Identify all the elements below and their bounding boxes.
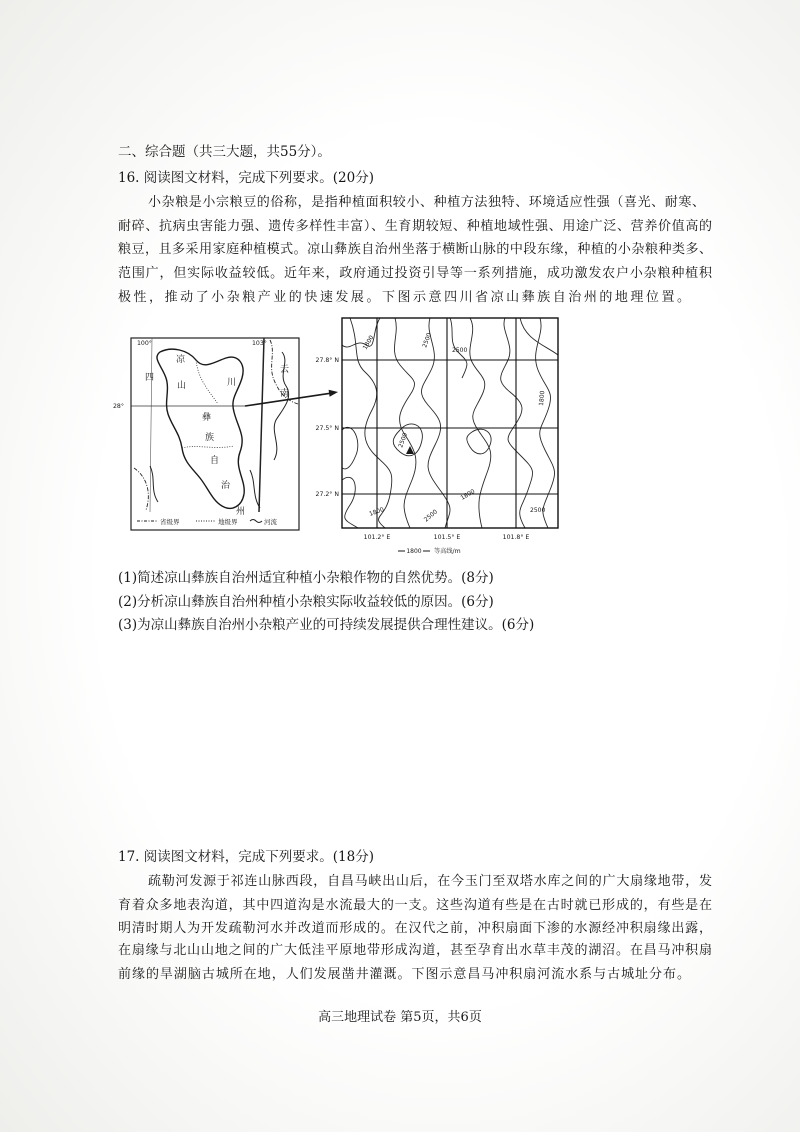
contour-label: 2500	[397, 431, 410, 449]
liangshan-boundary	[157, 349, 244, 508]
peak-marker-icon	[406, 446, 414, 454]
right-map	[316, 318, 558, 555]
contour-line	[342, 318, 380, 347]
place-label-liangshan: 凉	[176, 355, 186, 365]
locator-arrow-head	[329, 390, 338, 397]
locator-arrow	[245, 390, 338, 406]
legend-province-label: 省级界	[160, 518, 180, 526]
contour-line	[520, 318, 558, 355]
place-label-yunnan: 南	[280, 389, 290, 399]
section-title: 二、综合题（共三大题，共55分）。	[118, 144, 331, 160]
lat-label: 27.5° N	[315, 425, 339, 432]
contour-line	[470, 318, 491, 528]
prefecture-boundary	[196, 360, 218, 404]
contour-line	[467, 429, 491, 454]
contour-line	[342, 427, 358, 469]
prefecture-boundary	[182, 446, 234, 448]
legend-contour-label: 等高线/m	[434, 548, 461, 555]
q17-heading: 17. 阅读图文材料，完成下列要求。(18分)	[118, 849, 374, 865]
contour-label: 2500	[422, 508, 439, 524]
place-label-yunnan: 云	[280, 365, 290, 375]
place-label-sichuan: 四	[145, 373, 155, 383]
q17-paragraph-line: 疏勒河发源于祁连山脉西段，自昌马峡出山后，在今玉门至双塔水库之间的广大扇缘地带，发	[148, 874, 712, 889]
q16-paragraph-line: 极性，推动了小杂粮产业的快速发展。下图示意四川省凉山彝族自治州的地理位置。	[118, 290, 690, 305]
lon-label: 101.8° E	[502, 534, 530, 541]
river-line	[250, 470, 260, 508]
left-map-frame	[131, 338, 299, 530]
q16-paragraph-line: 耐碎、抗病虫害能力强、遗传多样性丰富）、生育期较短、种植地域性强、用途广泛、营养价值高的	[118, 219, 712, 234]
q17-paragraph-line: 在扇缘与北山山地之间的广大低洼平原地带形成沟道，甚至孕育出水草丰茂的湖沼。在昌马冲积扇	[118, 943, 712, 958]
place-label-liangshan: 族	[205, 433, 215, 443]
lat-label-28: 28°	[113, 403, 124, 410]
legend-river-label: 河流	[264, 518, 277, 526]
place-label-liangshan: 治	[221, 481, 231, 491]
lon-label-103: 103°	[252, 340, 267, 347]
q17-paragraph-line: 明清时期人为开发疏勒河水并改道而形成的。在汉代之前，冲积扇面下渗的水源经冲积扇缘出露，	[118, 921, 712, 936]
contour-line	[536, 318, 555, 528]
left-map	[113, 338, 299, 530]
lon-label-100: 100°	[137, 340, 152, 347]
q17-paragraph-line: 前缘的旱湖脑古城所在地，人们发展凿井灌溉。下图示意昌马冲积扇河流水系与古城址分布。	[118, 967, 690, 982]
lat-label: 27.2° N	[315, 491, 339, 498]
q16-heading: 16. 阅读图文材料，完成下列要求。(20分)	[118, 170, 374, 186]
river-line	[150, 466, 158, 502]
meridian-103-line	[259, 338, 264, 512]
contour-line	[501, 318, 533, 528]
contour-label: 1800	[368, 506, 386, 518]
q16-question-2: (2)分析凉山彝族自治州种植小杂粮实际收益较低的原因。(6分)	[118, 594, 494, 610]
q16-paragraph-line: 小杂粮是小宗粮豆的俗称，是指种植面积较小、种植方法独特、环境适应性强（喜光、耐寒、	[148, 195, 705, 210]
contour-line	[421, 318, 450, 528]
liangshan-location-figure	[100, 310, 580, 566]
q16-paragraph-line: 范围广，但实际收益较低。近年来，政府通过投资引导等一系列措施，成功激发农户小杂粮种植积	[118, 266, 712, 281]
q16-question-1: (1)简述凉山彝族自治州适宜种植小杂粮作物的自然优势。(8分)	[118, 570, 494, 586]
q16-paragraph-line: 粮豆，且多采用家庭种植模式。凉山彝族自治州坐落于横断山脉的中段东缘，种植的小杂粮种类多、	[118, 242, 712, 257]
place-label-liangshan: 彝	[202, 413, 212, 423]
contour-line	[342, 477, 358, 528]
contour-label: 1800	[459, 488, 477, 502]
place-label-liangshan: 州	[236, 507, 246, 517]
meridian-100-line	[150, 338, 152, 512]
lat-label: 27.8° N	[315, 357, 339, 364]
page-footer: 高三地理试卷 第5页，共6页	[318, 1010, 482, 1025]
lon-label: 101.2° E	[363, 534, 391, 541]
legend-prefecture-label: 地级界	[218, 518, 238, 526]
q17-paragraph-line: 育着众多地表沟道，其中四道沟是水流最大的一支。这些沟道有些是在古时就已形成的，有些是在	[118, 898, 712, 913]
legend-contour-value: 1800	[406, 548, 422, 555]
contour-label: 2500	[452, 347, 468, 354]
contour-label: 1800	[361, 334, 376, 351]
contour-line	[394, 318, 416, 528]
contour-label: 1800	[538, 390, 547, 407]
province-boundary	[134, 468, 148, 510]
place-label-liangshan: 山	[177, 381, 187, 391]
q16-question-3: (3)为凉山彝族自治州小杂粮产业的可持续发展提供合理性建议。(6分)	[118, 617, 535, 633]
legend-river-symbol	[250, 520, 262, 523]
lon-label: 101.5° E	[433, 534, 461, 541]
contour-label: 2500	[421, 331, 434, 349]
place-label-sichuan: 川	[227, 378, 237, 388]
contour-label: 2500	[530, 507, 546, 514]
contour-line	[350, 318, 392, 528]
place-label-liangshan: 自	[210, 456, 220, 466]
